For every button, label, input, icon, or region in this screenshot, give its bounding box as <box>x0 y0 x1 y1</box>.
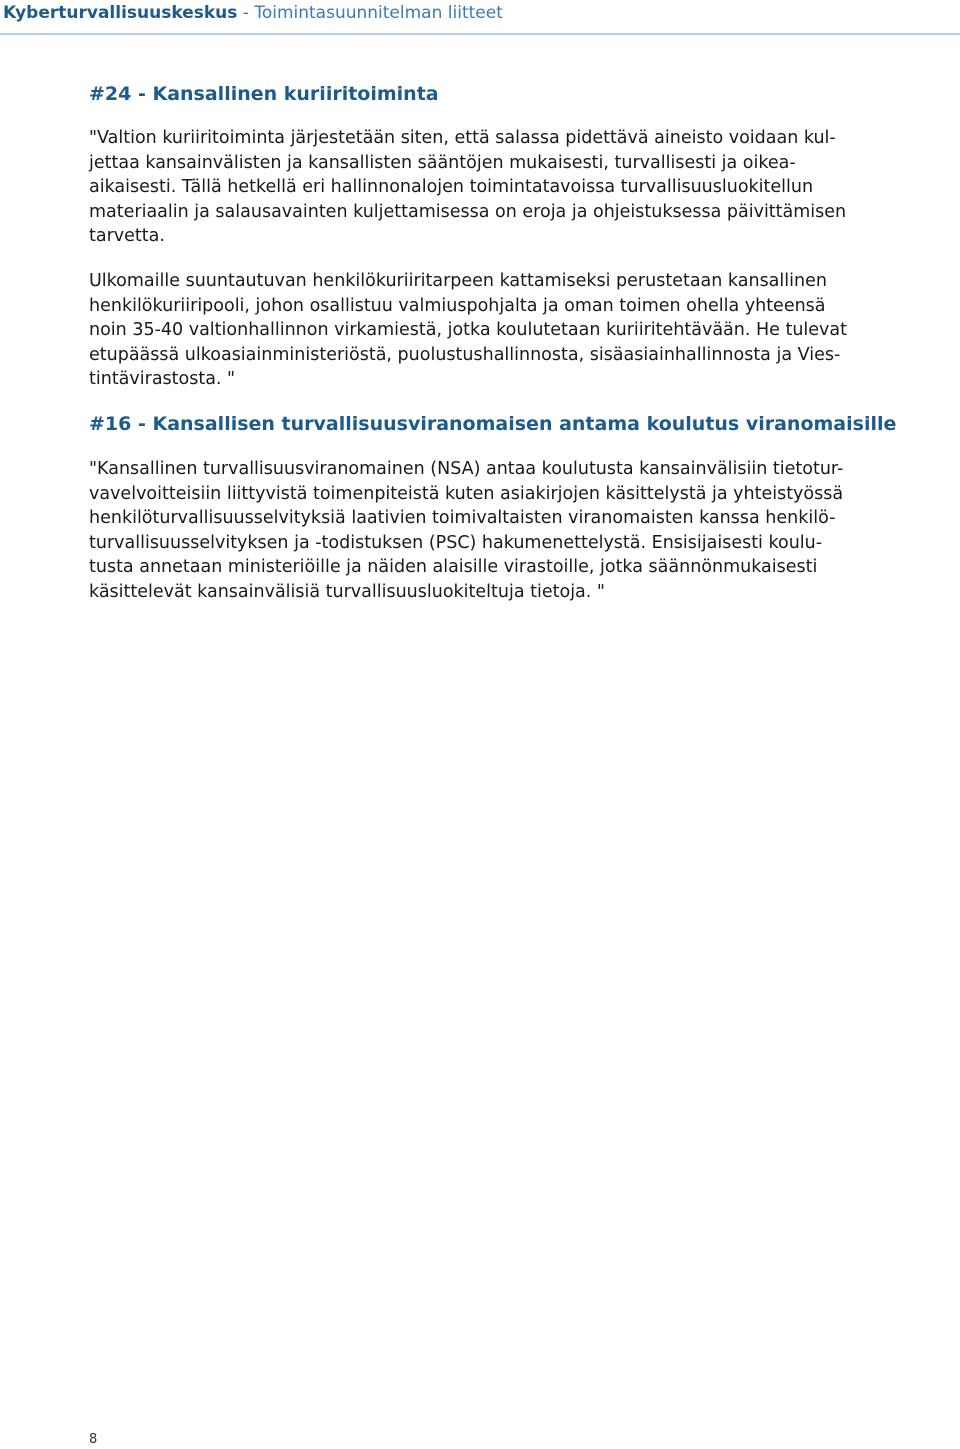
document-body <box>89 80 957 605</box>
paragraph: "Kansallinen turvallisuusviranomainen (NSA) antaa koulutusta kansainvälisiin tietotur- vavelvoitteisiin liittyvistä toimenpiteistä kuten asiakirjojen käsittelystä ja yhteistyössä henkilöturvallisuusselvityksiä laativien toimivaltaisten viranomaisten kanssa henkilö- turvallisuusselvityksen ja -todistuksen (PSC) hakumenettelystä. Ensisijaisesti koulu- tusta annetaan ministeriöille ja näiden alaisille virastoille, jotka säännönmukaisesti käsittelevät kansainvälisiä turvallisuusluokiteltuja tietoja. " <box>89 458 844 602</box>
section-nsa-koulutus <box>89 410 957 605</box>
paragraph: Ulkomaille suuntautuvan henkilökuriiritarpeen kattamiseksi perustetaan kansallinen henkilökuriiripooli, johon osallistuu valmiuspohjalta ja oman toimen ohella yhteensä noin 35-40 valtionhallinnon virkamiestä, jotka koulutetaan kuriiritehtävään. He tulevat etupäässä ulkoasiainministeriöstä, puolustushallinnosta, sisäasiainhallinnosta ja Vies- tintävirastosta. " <box>89 270 848 390</box>
header-separator: - <box>242 3 249 23</box>
section-kuriiritoiminta <box>89 80 957 392</box>
section-heading: #24 - Kansallinen kuriiritoiminta <box>89 83 439 105</box>
section-heading: #16 - Kansallisen turvallisuusviranomaisen antama koulutus viranomaisille <box>89 412 897 435</box>
header-document-title: Toimintasuunnitelman liitteet <box>254 3 503 23</box>
header-divider <box>0 33 960 35</box>
header-organization: Kyberturvallisuuskeskus <box>3 3 238 23</box>
paragraph: "Valtion kuriiritoiminta järjestetään siten, että salassa pidettävä aineisto voidaan kul- jettaa kansainvälisten ja kansallisten sääntöjen mukaisesti, turvallisesti ja oikea- aikaisesti. Tällä hetkellä eri hallinnonalojen toimintatavoissa turvallisuusluokitellun materiaalin ja salausavainten kuljettamisessa on eroja ja ohjeistuksessa päivittämisen tarvetta. <box>89 128 847 247</box>
page-number: 8 <box>89 1432 98 1447</box>
running-header <box>3 2 503 24</box>
